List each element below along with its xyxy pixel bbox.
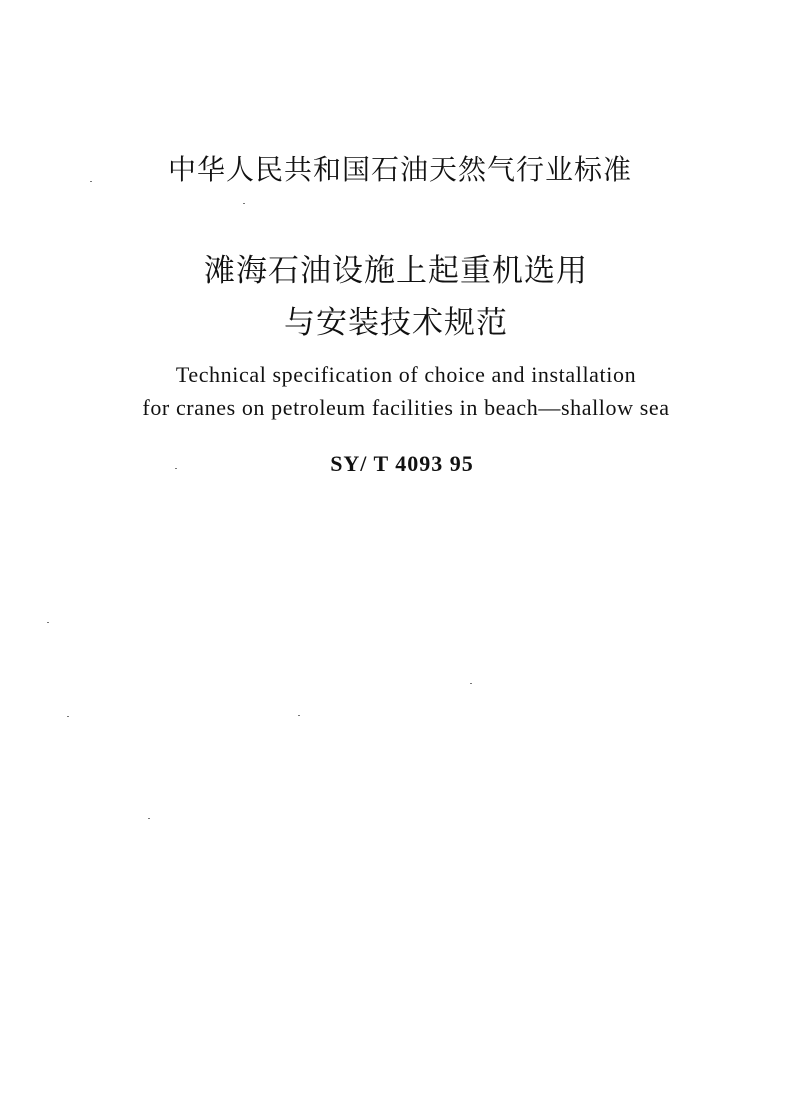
chinese-title-line-1: 滩海石油设施上起重机选用 xyxy=(204,253,588,289)
scan-speck xyxy=(470,683,472,684)
scan-speck xyxy=(148,818,150,819)
scan-speck xyxy=(243,203,245,204)
chinese-title-line-2: 与安装技术规范 xyxy=(284,305,508,341)
scan-speck xyxy=(67,716,69,717)
english-title-line-1: Technical specification of choice and installation xyxy=(175,362,637,387)
scan-speck xyxy=(175,468,177,469)
english-title-line-2: for cranes on petroleum facilities in beach—shallow sea xyxy=(142,395,670,420)
standard-code: SY/ T 4093 95 xyxy=(330,451,474,476)
scan-speck xyxy=(298,715,300,716)
scan-speck xyxy=(47,622,49,623)
standard-type-heading: 中华人民共和国石油天然气行业标准 xyxy=(167,153,632,186)
scan-speck xyxy=(90,181,92,182)
